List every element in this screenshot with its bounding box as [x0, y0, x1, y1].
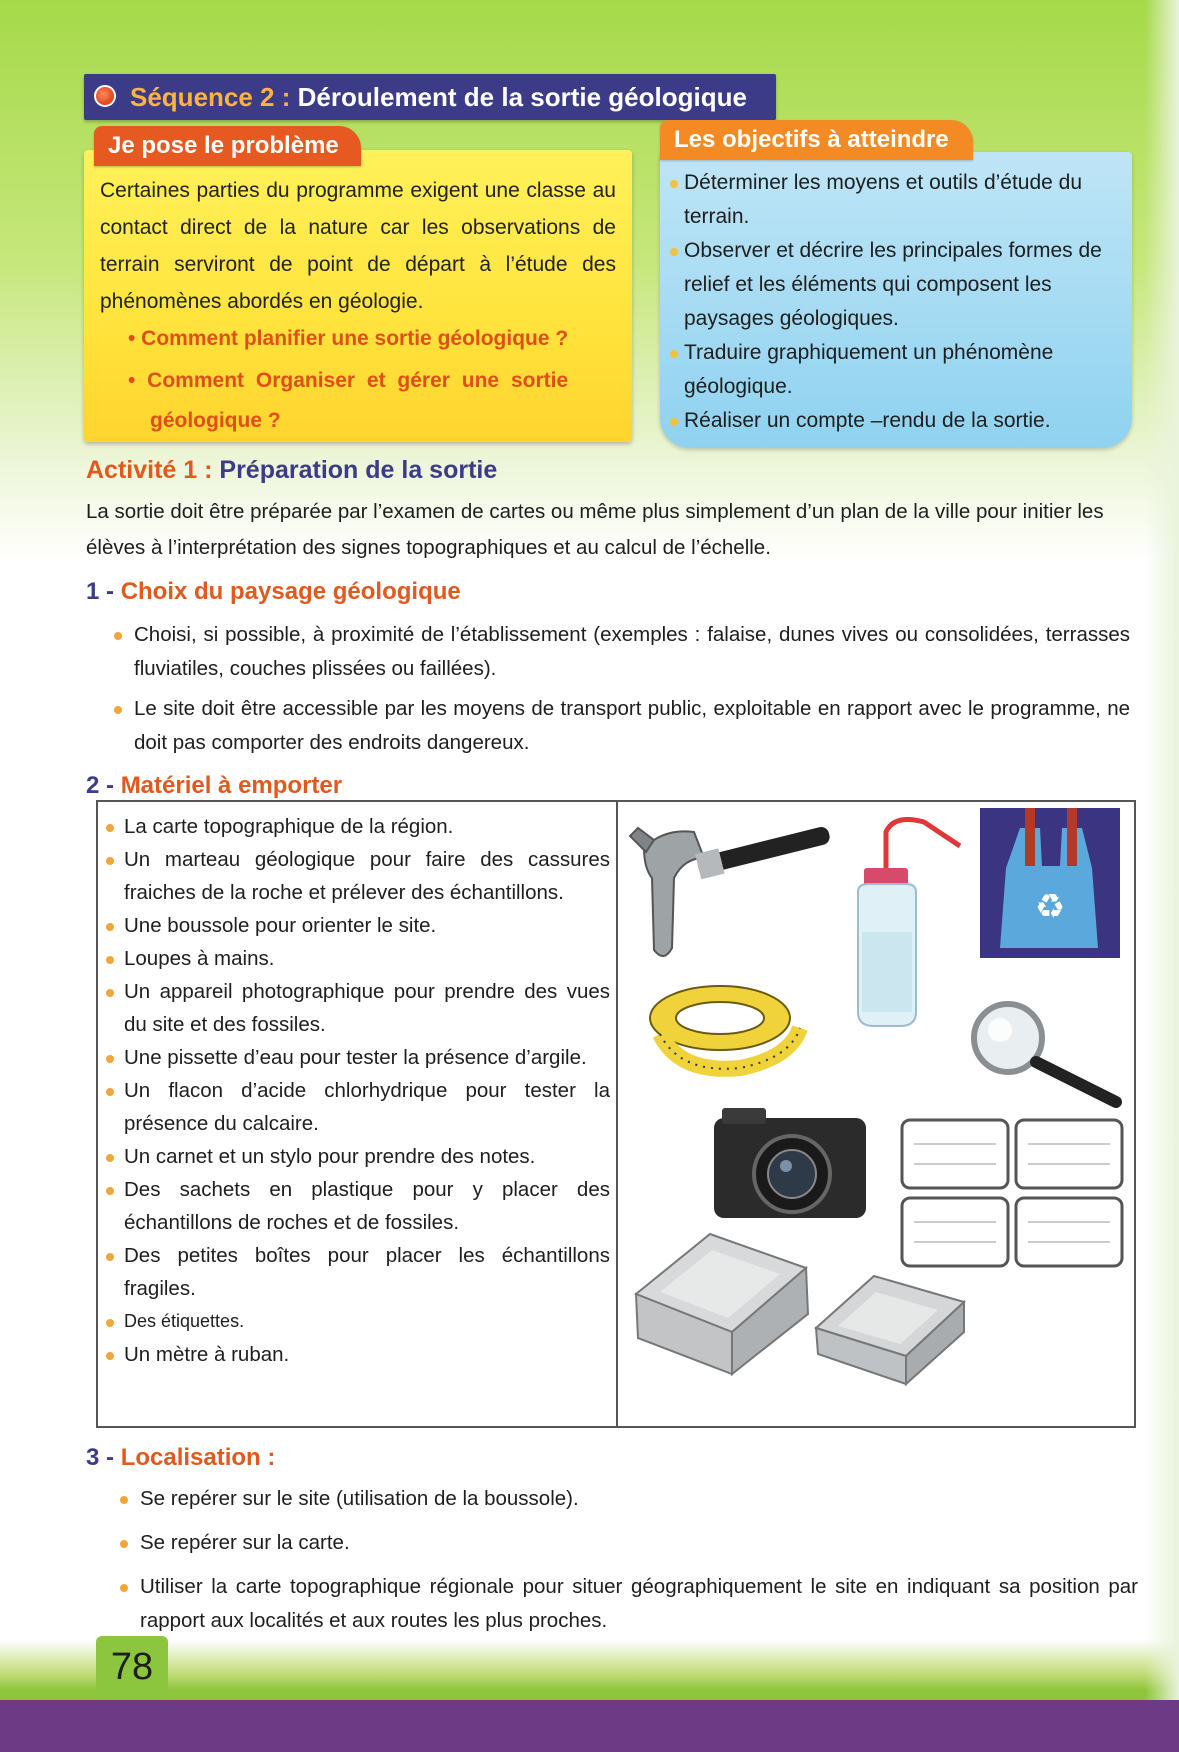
section-2-heading	[86, 772, 342, 800]
objectives-tab: Les objectifs à atteindre	[660, 120, 973, 160]
page-edge	[1145, 0, 1179, 1700]
list-item: Un flacon d’acide chlorhydrique pour tester la présence du calcaire.	[102, 1074, 610, 1140]
problem-tab: Je pose le problème	[94, 126, 361, 166]
problem-question-2: • Comment Organiser et gérer une sortie	[128, 369, 569, 392]
section-1-list	[110, 618, 1130, 760]
list-item: Des étiquettes.	[102, 1305, 610, 1338]
sequence-title	[130, 82, 747, 113]
list-item: Un mètre à ruban.	[102, 1338, 610, 1371]
section-3-list	[116, 1482, 1138, 1638]
section-3-heading	[86, 1444, 275, 1472]
section-3-number: 3 -	[86, 1444, 115, 1471]
list-item: Des sachets en plastique pour y placer des échantillons de roches et de fossiles.	[102, 1173, 610, 1239]
list-item: Un marteau géologique pour faire des cassures fraiches de la roche et prélever des échantillons.	[102, 843, 610, 909]
hammer-icon	[624, 818, 834, 978]
problem-question-1: • Comment planifier une sortie géologique ?	[128, 327, 569, 350]
section-3-title: Localisation :	[120, 1444, 276, 1471]
magnifying-glass-icon	[964, 998, 1124, 1108]
wash-bottle-icon	[834, 812, 964, 1032]
measuring-tape-icon	[640, 978, 810, 1088]
objective-item: Déterminer les moyens et outils d’étude du terrain.	[668, 166, 1114, 234]
list-item: Loupes à mains.	[102, 942, 610, 975]
activity-title: Préparation de la sortie	[219, 456, 498, 484]
camera-icon	[710, 1104, 870, 1224]
small-box-icon	[812, 1268, 968, 1388]
sample-box-icon	[630, 1228, 814, 1378]
list-item: Une boussole pour orienter le site.	[102, 909, 610, 942]
list-item: Choisi, si possible, à proximité de l’établissement (exemples : falaise, dunes vives ou consolidées, terrasses fluviatiles, couches plissées ou faillées).	[110, 618, 1130, 686]
objective-item: Réaliser un compte –rendu de la sortie.	[668, 404, 1114, 438]
list-item: La carte topographique de la région.	[102, 810, 610, 843]
section-1-heading	[86, 578, 461, 606]
objective-item: Observer et décrire les principales formes de relief et les éléments qui composent les paysages géologiques.	[668, 234, 1114, 336]
sequence-label: Séquence 2 :	[130, 82, 291, 112]
plastic-bag-icon	[980, 808, 1120, 958]
sequence-title-bar	[84, 74, 776, 120]
section-2-number: 2 -	[86, 772, 115, 799]
list-item: Un appareil photographique pour prendre des vues du site et des fossiles.	[102, 975, 610, 1041]
problem-text: Certaines parties du programme exigent une classe au contact direct de la nature car les observations de terrain serviront de point de départ à l’étude des phénomènes abordés en géologie.	[100, 179, 616, 313]
section-2-title: Matériel à emporter	[120, 772, 343, 799]
material-list	[102, 810, 610, 1371]
list-item: Une pissette d’eau pour tester la présence d’argile.	[102, 1041, 610, 1074]
activity-heading	[86, 456, 497, 485]
objectives-list	[668, 166, 1114, 438]
objective-item: Traduire graphiquement un phénomène géologique.	[668, 336, 1114, 404]
page-number: 78	[96, 1636, 168, 1698]
sequence-bullet-icon	[94, 85, 116, 107]
material-table-divider	[616, 800, 618, 1428]
section-1-number: 1 -	[86, 578, 115, 605]
activity-label: Activité 1 :	[86, 456, 213, 484]
section-1-title: Choix du paysage géologique	[120, 578, 461, 605]
problem-question-2-cont: géologique ?	[150, 409, 281, 432]
list-item: Le site doit être accessible par les moyens de transport public, exploitable en rapport avec le programme, ne doit pas comporter des endroits dangereux.	[110, 692, 1130, 760]
list-item: Un carnet et un stylo pour prendre des notes.	[102, 1140, 610, 1173]
activity-intro: La sortie doit être préparée par l’examen de cartes ou même plus simplement d’un plan de la ville pour initier les élèves à l’interprétation des signes topographiques et au calcul de l’échelle.	[86, 500, 1104, 559]
svg-text:♻: ♻	[1034, 887, 1066, 927]
list-item: Se repérer sur le site (utilisation de la boussole).	[116, 1482, 1138, 1516]
list-item: Se repérer sur la carte.	[116, 1526, 1138, 1560]
list-item: Des petites boîtes pour placer les échantillons fragiles.	[102, 1239, 610, 1305]
list-item: Utiliser la carte topographique régionale pour situer géographiquement le site en indiquant sa position par rapport aux localités et aux routes les plus proches.	[116, 1570, 1138, 1638]
sequence-name: Déroulement de la sortie géologique	[297, 82, 747, 112]
